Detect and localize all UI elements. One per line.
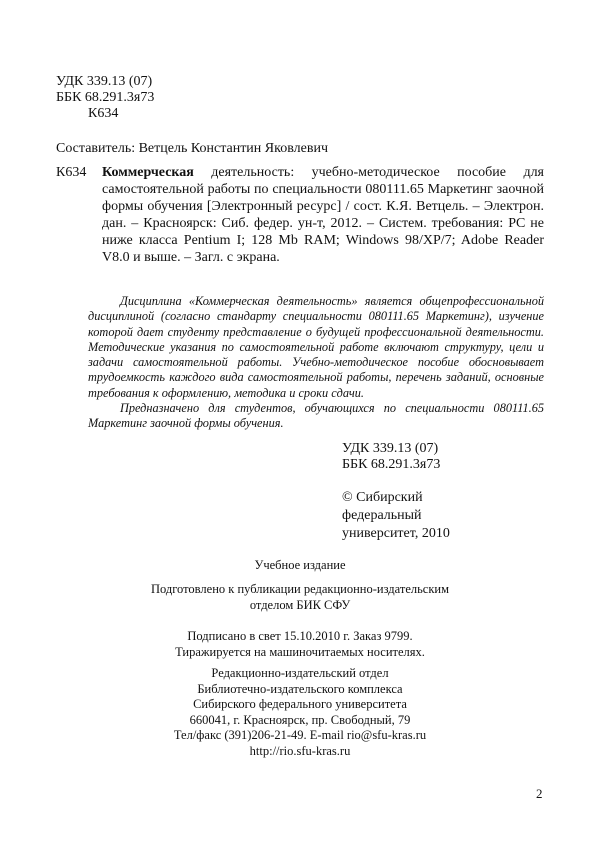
citation-author-sign: К634 — [56, 165, 87, 180]
annotation-paragraph-1: Дисциплина «Коммерческая деятельность» является общепрофессиональной дисциплиной (согласно стандарту специальности 080111.65 Маркетинг), изучение которой дает студенту представление о будущей профессиональной деятельности. Методические указания по самостоятельной работе включают структуру, цели и задачи самостоятельной работы. Учебно-методическое пособие обосновывает трудоемкость каждого вида самостоятельной работы, перечень заданий, основные требования к оформлению, методика и сроки сдачи. — [88, 294, 544, 400]
citation-title: Коммерческая — [102, 165, 194, 180]
copies-line: Тиражируется на машиночитаемых носителях. — [175, 645, 425, 659]
citation-rest: деятельность: учебно-методическое пособие для самостоятельной работы по специальности 080111.65 Маркетинг заочной формы обучения [Электронный ресурс] / сост. К.Я. Ветцель. – Электрон. дан. – Красноярск: Сиб. федер. ун-т, 2012. – Систем. требования: PC не ниже класса Pentium I; 128 Mb RAM; Windows 98/XP/7; Adobe Reader V8.0 и выше. – Загл. с экрана. — [102, 165, 544, 265]
bbk-code: ББК 68.291.3я73 — [56, 90, 155, 105]
udk-block-right — [342, 441, 440, 473]
publication-info — [0, 628, 600, 660]
prepared-line-2: отделом БИК СФУ — [249, 598, 351, 612]
prepared-by — [0, 581, 600, 613]
publisher-line-3: Сибирского федерального университета — [193, 697, 407, 711]
copyright-line-2: федеральный — [342, 508, 422, 523]
copyright-line-3: университет, 2010 — [342, 526, 450, 541]
bbk-code-right: ББК 68.291.3я73 — [342, 457, 441, 472]
publisher-info — [0, 666, 600, 759]
edition-type: Учебное издание — [254, 558, 346, 572]
udk-code-right: УДК 339.13 (07) — [342, 441, 439, 456]
signed-line: Подписано в свет 15.10.2010 г. Заказ 9799. — [187, 629, 413, 643]
author-sign: К634 — [88, 106, 119, 121]
bibliographic-citation — [56, 164, 544, 266]
publisher-line-1: Редакционно-издательский отдел — [211, 666, 389, 680]
udk-code: УДК 339.13 (07) — [56, 74, 153, 89]
citation-text — [102, 164, 544, 266]
publisher-phone: Тел/факс (391)206-21-49. E-mail rio@sfu-kras.ru — [173, 728, 427, 742]
page-number: 2 — [536, 786, 543, 801]
annotation — [88, 294, 544, 432]
publisher-line-2: Библиотечно-издательского комплекса — [197, 681, 403, 696]
publisher-address: 660041, г. Красноярск, пр. Свободный, 79 — [189, 712, 411, 727]
compiler-line: Составитель: Ветцель Константин Яковлевич — [56, 141, 328, 156]
prepared-line-1: Подготовлено к публикации редакционно-издательским — [150, 582, 450, 596]
publisher-url[interactable]: http://rio.sfu-kras.ru — [249, 743, 351, 758]
annotation-paragraph-2: Предназначено для студентов, обучающихся по специальности 080111.65 Маркетинг заочной формы обучения. — [88, 401, 544, 431]
udk-block-top — [56, 74, 154, 122]
copyright-line-1: © Сибирский — [342, 490, 423, 505]
copyright-block — [342, 489, 450, 543]
